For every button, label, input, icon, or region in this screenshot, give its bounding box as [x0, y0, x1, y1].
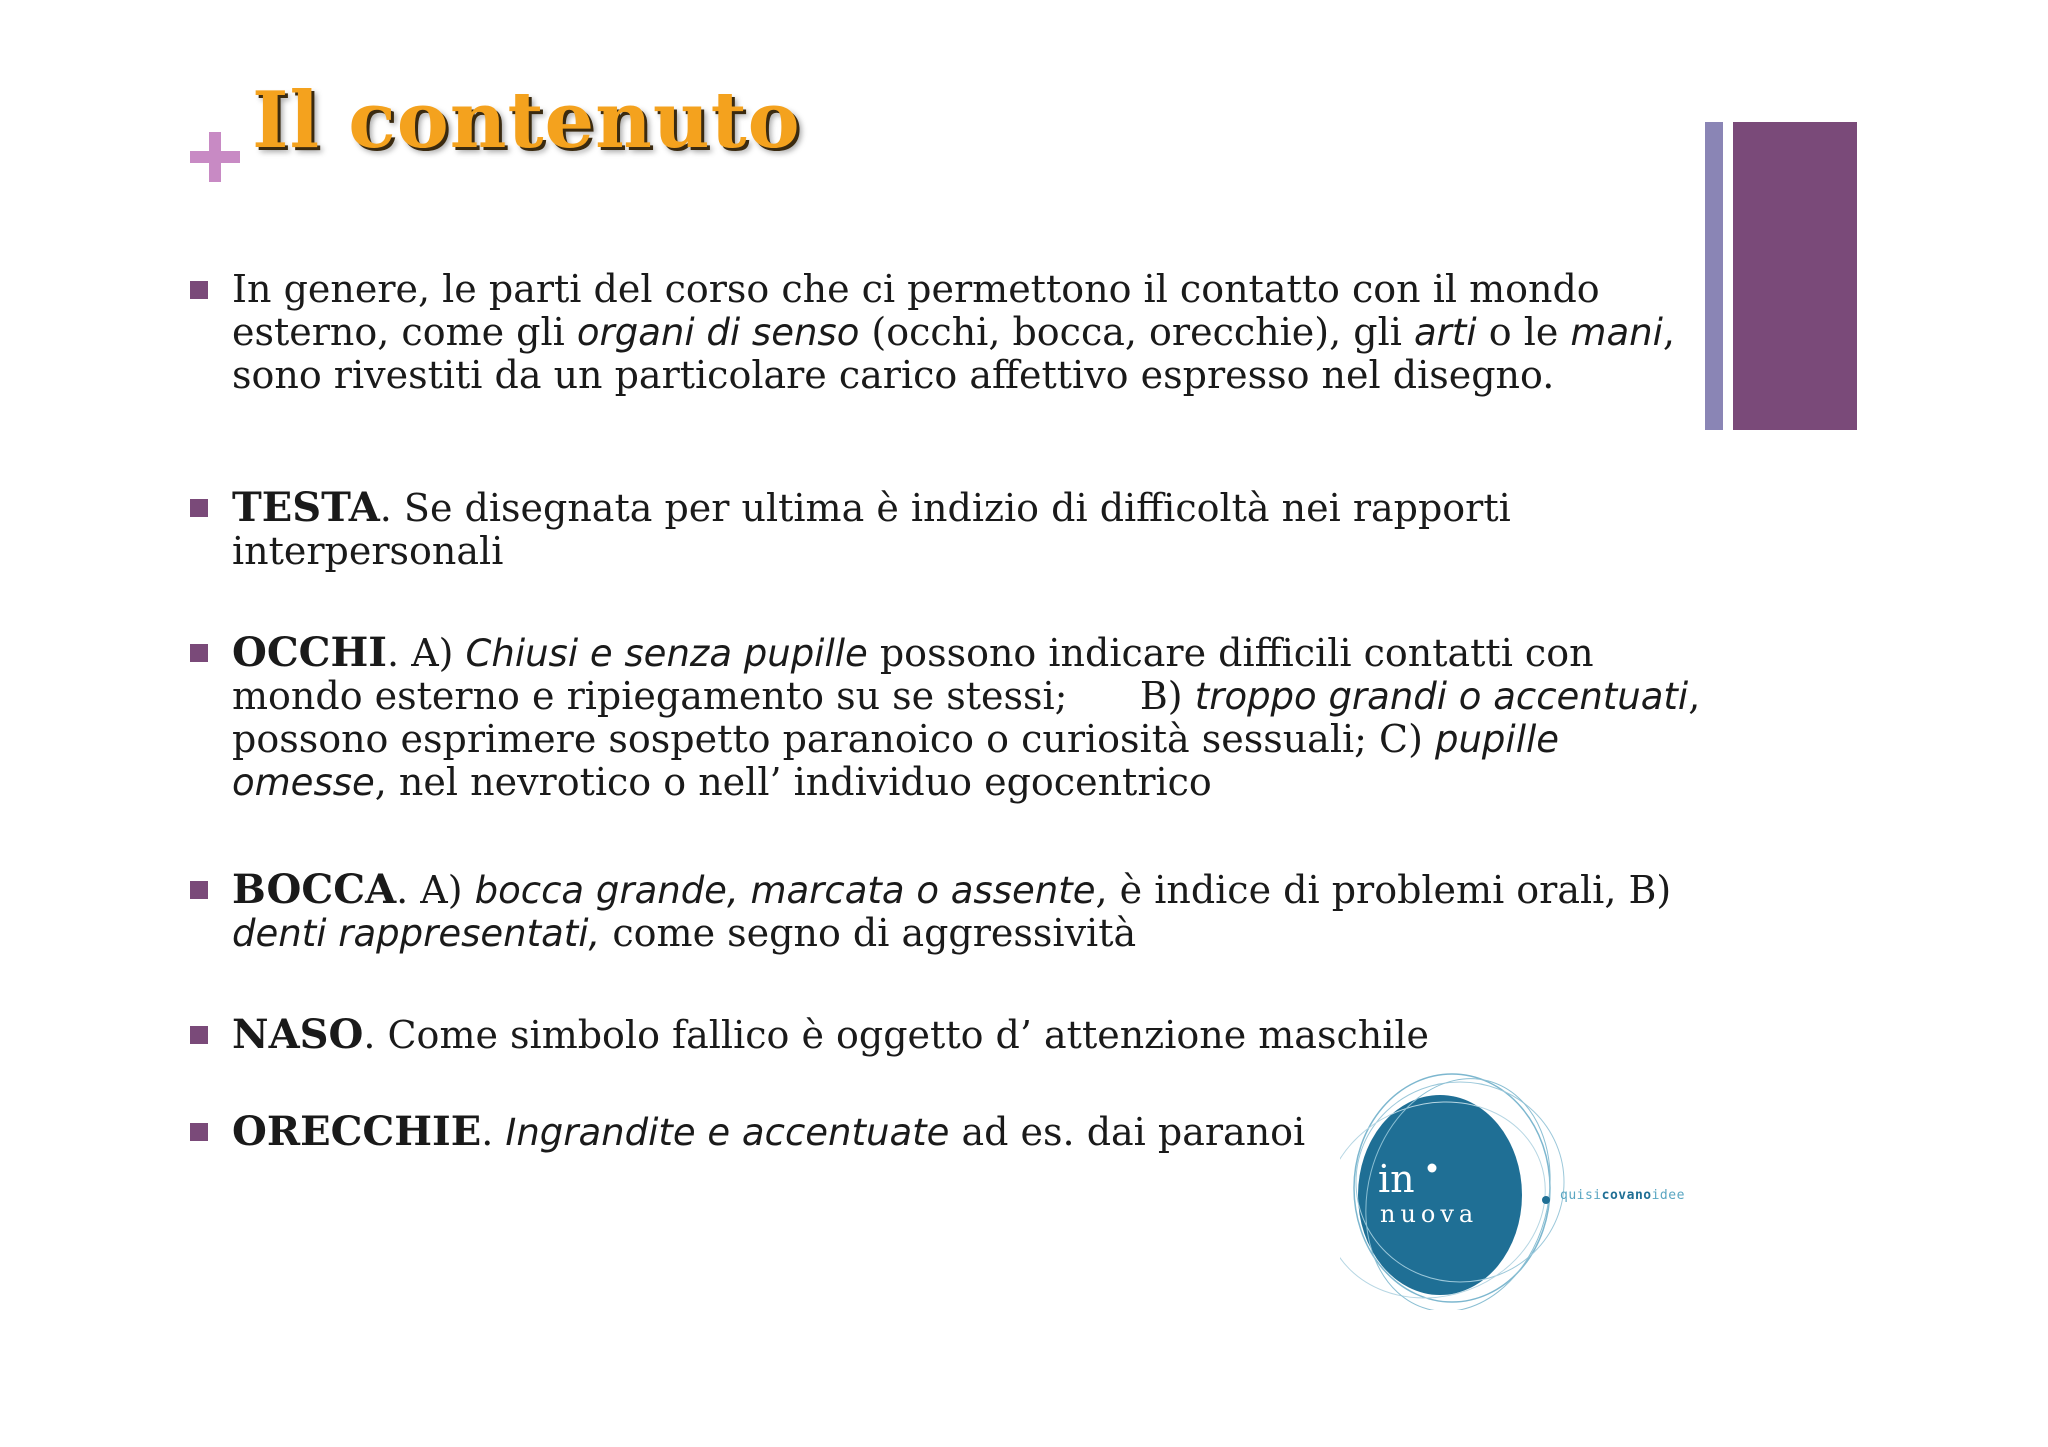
- bullet-text: . A): [396, 868, 475, 912]
- bullet-text: , nel nevrotico o nell’ individuo egocentrico: [374, 760, 1212, 804]
- bullet-keyword: TESTA: [232, 484, 380, 531]
- bullet-text: .: [481, 1110, 506, 1154]
- square-bullet-icon: [190, 644, 208, 662]
- bullet-text-italic: pupille omesse: [232, 718, 1560, 804]
- bullet-text: . A): [387, 631, 466, 675]
- tagline-part: quisi: [1560, 1188, 1602, 1203]
- bullet-text: come segno di aggressività: [600, 911, 1137, 955]
- bullet-keyword: OCCHI: [232, 629, 388, 676]
- bullet-item: [190, 631, 1720, 804]
- bullet-text-italic: bocca grande, marcata o assente: [474, 869, 1096, 912]
- bullet-keyword: ORECCHIE: [232, 1110, 482, 1154]
- bullet-text-italic: Chiusi e senza pupille: [465, 632, 868, 675]
- logo-dot-icon: [1542, 1196, 1550, 1204]
- bullet-item: [190, 268, 1720, 397]
- plus-icon: [190, 132, 240, 182]
- bullet-item: [190, 868, 1720, 955]
- square-bullet-icon: [190, 1123, 208, 1141]
- bullet-text-italic: mani: [1570, 311, 1663, 354]
- bullet-item: [190, 1013, 1429, 1057]
- bullet-text: (occhi, bocca, orecchie), gli: [859, 310, 1414, 354]
- square-bullet-icon: [190, 499, 208, 517]
- square-bullet-icon: [190, 1026, 208, 1044]
- bullet-list: [190, 267, 1720, 1154]
- bullet-item: [190, 486, 1720, 573]
- square-bullet-icon: [190, 281, 208, 299]
- bullet-text: o le: [1476, 310, 1571, 354]
- bullet-keyword: NASO: [232, 1011, 364, 1058]
- bullet-text-italic: Ingrandite e accentuate: [505, 1111, 950, 1154]
- bullet-text: possono indicare difficili contatti con mondo esterno e ripiegamento su se stessi; B): [232, 631, 1606, 718]
- bullet-text-italic: organi di senso: [576, 311, 860, 354]
- bullet-text-italic: denti rappresentati,: [232, 912, 601, 955]
- square-bullet-icon: [190, 881, 208, 899]
- bullet-text: In genere, le parti del corso che ci permettono il contatto con il mondo esterno, come gli: [232, 267, 1600, 354]
- bullet-text: , sono rivestiti da un particolare carico affettivo espresso nel disegno.: [232, 310, 1675, 397]
- bullet-text: . Se disegnata per ultima è indizio di difficoltà nei rapporti interpersonali: [232, 486, 1511, 573]
- logo-tagline: [1560, 1188, 1685, 1203]
- logo-text-nuova: nuova: [1380, 1200, 1479, 1228]
- bullet-text: , possono esprimere sospetto paranoico o curiosità sessuali; C): [232, 674, 1701, 761]
- tagline-part: covano: [1601, 1188, 1652, 1203]
- bullet-item: [190, 1110, 1422, 1154]
- bullet-text: , è indice di problemi orali, B): [1095, 868, 1672, 912]
- logo-text-in: in: [1378, 1157, 1415, 1201]
- bullet-text: . Come simbolo fallico è oggetto d’ attenzione maschile: [363, 1013, 1430, 1057]
- bullet-text-italic: arti: [1413, 311, 1477, 354]
- decorative-bar-wide: [1733, 122, 1857, 430]
- bullet-text: ad es. dai paranoi: [949, 1110, 1306, 1154]
- bullet-text-italic: troppo grandi o accentuati: [1194, 675, 1689, 718]
- tagline-part: idee: [1651, 1188, 1685, 1203]
- slide-title: Il contenuto: [252, 75, 801, 166]
- bullet-keyword: BOCCA: [232, 866, 397, 913]
